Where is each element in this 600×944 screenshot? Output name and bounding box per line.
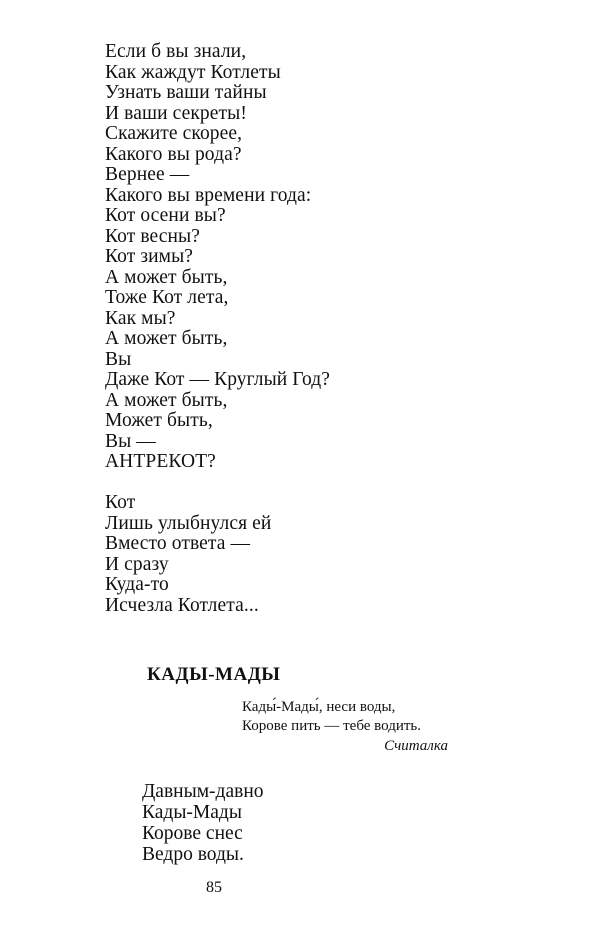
poem-line: Кот осени вы?: [105, 205, 226, 226]
poem-cutlet: [105, 42, 330, 616]
poem-line: Куда-то: [105, 574, 169, 595]
poem-line: Вернее —: [105, 164, 190, 185]
poem-line: Скажите скорее,: [105, 123, 243, 144]
poem-line: АНТРЕКОТ?: [105, 451, 216, 472]
poem-kady-mady: [142, 781, 264, 865]
poem-line: Вы —: [105, 430, 156, 452]
poem-line: Тоже Кот лета,: [105, 287, 229, 308]
stanza-1: [105, 42, 330, 473]
epigraph-line: Корове пить — тебе водить.: [242, 718, 422, 734]
poem-line: Может быть,: [105, 410, 213, 431]
poem-line: А может быть,: [105, 266, 228, 288]
epigraph: [242, 698, 448, 756]
poem-line: Как жаждут Котлеты: [105, 61, 281, 83]
stanza-gap: [105, 473, 330, 494]
poem-line: Если б вы знали,: [105, 41, 247, 62]
poem-line: Узнать ваши тайны: [105, 82, 267, 103]
poem-line: Как мы?: [105, 307, 176, 329]
section-title: КАДЫ-МАДЫ: [147, 664, 281, 685]
poem-line: Кот весны?: [105, 225, 201, 247]
poem-line: И сразу: [105, 553, 169, 575]
poem-line: Кот: [105, 492, 136, 513]
poem-line: Ведро воды.: [142, 844, 244, 865]
epigraph-attribution: Считалка: [384, 738, 448, 754]
poem-line: Какого вы рода?: [105, 143, 242, 165]
poem-line: Кот зимы?: [105, 246, 194, 267]
poem-line: А может быть,: [105, 389, 228, 411]
poem-line: Даже Кот — Круглый Год?: [105, 369, 331, 390]
poem-line: Лишь улыбнулся ей: [105, 512, 272, 534]
poem-line: Давным-давно: [142, 781, 264, 802]
poem-line: А может быть,: [105, 328, 228, 349]
poem-line: Вы: [105, 348, 132, 370]
poem-line: Вместо ответа —: [105, 533, 251, 554]
poem-line: Какого вы времени года:: [105, 184, 312, 206]
poem-line: И ваши секреты!: [105, 102, 247, 124]
poem-line: Корове снес: [142, 823, 243, 844]
page-number: 85: [206, 879, 222, 896]
poem-line: Кады-Мады: [142, 802, 242, 823]
poem-line: Исчезла Котлета...: [105, 594, 259, 616]
stanza-2: [105, 493, 330, 616]
epigraph-line: Кады́-Мады́, неси воды,: [242, 699, 396, 715]
